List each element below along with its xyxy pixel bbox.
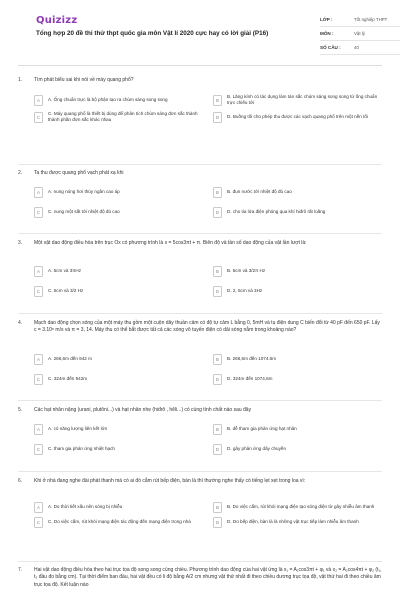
meta-row-subject	[320, 27, 400, 41]
option-d[interactable]	[213, 444, 382, 455]
options-grid	[34, 94, 382, 124]
meta-table	[320, 13, 400, 55]
option-letter: D	[213, 444, 222, 455]
option-letter: B	[213, 95, 222, 106]
question-divider	[18, 561, 382, 562]
meta-label: LỚP :	[320, 17, 333, 22]
option-text: C. Do việc cắm, rút khỏi mạng điện tác động đến mạng điện trong nhà	[48, 519, 191, 525]
question-divider	[18, 471, 382, 472]
option-letter: D	[213, 374, 222, 385]
question-number: 7.	[18, 567, 23, 573]
options-grid	[34, 354, 382, 385]
option-c[interactable]	[34, 111, 203, 124]
option-text: C. nung một sắt tới nhiệt độ đủ cao	[48, 209, 120, 215]
option-letter: C	[34, 207, 43, 218]
option-text: A. 266,6m đến 942 m	[48, 356, 92, 362]
option-c[interactable]	[34, 286, 203, 297]
option-d[interactable]	[213, 286, 382, 297]
options-grid	[34, 266, 382, 297]
question-divider	[18, 313, 382, 314]
question-text: Mạch dao động chọn sóng của một máy thu gồm một cuộn dây thuần cảm có độ tự cảm L bằng 0, 5mH và tụ điện dung C biến đổi từ 40 pF đến 650 pF. Lấy c = 3.10⁸ m/s và π = 3, 14. Máy thu có thể bắt được tất cả các sóng vô tuyến điện có dải sóng nằm trong khoảng nào?	[34, 320, 380, 334]
option-text: D. cho tia lửa điện phóng qua khí hiđrô rất loãng	[227, 209, 326, 215]
option-letter: C	[34, 517, 43, 528]
question-7	[18, 567, 382, 600]
question-6	[18, 478, 382, 562]
meta-row-class	[320, 13, 400, 27]
question-text: Khi ở nhà đang nghe đài phát thanh mà có ai đó cắm rút bếp điện, bàn là thì thường nghe thấy có tiếng lẹt xẹt trong loa vì:	[34, 478, 306, 484]
option-b[interactable]	[213, 94, 382, 107]
header-divider	[18, 65, 382, 66]
option-text: C. Máy quang phổ là thiết bị dùng để phân tích chùm sáng đơn sắc thành thành phần đơn sắc khác nhau	[48, 110, 198, 123]
option-text: A. 5cm và 3πHz	[48, 268, 82, 274]
question-number: 2.	[18, 170, 23, 176]
option-a[interactable]	[34, 354, 203, 365]
option-text: D. 2, 5cm và 3Hz	[227, 288, 263, 294]
option-text: B. Lăng kính có tác dụng làm tán sắc chùm sáng song song từ ống chuẩn trực chiếu tới	[227, 94, 378, 106]
option-letter: A	[34, 187, 43, 198]
question-text: Ta thu được quang phổ vạch phát xạ khi	[34, 170, 124, 176]
worksheet-title: Tổng hợp 20 đề thi thử thpt quốc gia môn Vật lí 2020 cực hay có lời giải (P16)	[36, 30, 269, 37]
option-letter: D	[213, 207, 222, 218]
option-text: C. 324m đến 942m	[48, 376, 88, 382]
option-letter: C	[34, 286, 43, 297]
option-c[interactable]	[34, 517, 203, 528]
meta-value: Tốt nghiệp THPT	[354, 17, 388, 22]
option-text: B. 5cm và 3/2π Hz	[227, 268, 266, 274]
question-number: 4.	[18, 320, 23, 326]
option-a[interactable]	[34, 266, 203, 277]
option-b[interactable]	[213, 187, 382, 198]
option-letter: A	[34, 502, 43, 513]
question-number: 6.	[18, 478, 23, 484]
question-text: Tìm phát biểu sai khi nói về máy quang phổ?	[34, 77, 134, 83]
option-c[interactable]	[34, 207, 203, 218]
question-text: Các hạt nhân nặng (urani, plutôni...) và hạt nhân nhẹ (hiđrô , hêli...) có cùng tính chất nào sau đây	[34, 407, 252, 413]
option-letter: B	[213, 354, 222, 365]
option-text: B. 266,6m đến 1074.6m	[227, 356, 277, 362]
meta-row-count	[320, 41, 400, 55]
option-text: A. nung nóng hơi thủy ngân cao áp	[48, 189, 120, 195]
options-grid	[34, 502, 382, 528]
question-1	[18, 77, 382, 165]
option-text: A. có năng lượng liên kết lớn	[48, 426, 108, 432]
options-grid	[34, 187, 382, 218]
option-letter: B	[213, 266, 222, 277]
option-letter: C	[34, 374, 43, 385]
option-d[interactable]	[213, 517, 382, 528]
question-divider	[18, 164, 382, 165]
option-text: D. Buồng tối cho phép thu được các vạch quang phổ trên một nền tối	[227, 114, 368, 120]
question-3	[18, 240, 382, 316]
option-letter: D	[213, 286, 222, 297]
option-letter: A	[34, 95, 43, 106]
question-number: 5.	[18, 407, 23, 413]
option-letter: D	[213, 517, 222, 528]
question-5	[18, 407, 382, 473]
option-c[interactable]	[34, 374, 203, 385]
question-number: 1.	[18, 77, 23, 83]
option-letter: B	[213, 187, 222, 198]
option-d[interactable]	[213, 374, 382, 385]
option-text: D. gây phản ứng dây chuyền	[227, 446, 287, 452]
meta-label: MÔN :	[320, 31, 334, 36]
option-letter: B	[213, 502, 222, 513]
option-b[interactable]	[213, 354, 382, 365]
option-a[interactable]	[34, 94, 203, 107]
option-d[interactable]	[213, 111, 382, 124]
question-divider	[18, 233, 382, 234]
option-a[interactable]	[34, 187, 203, 198]
option-text: B. Do việc cắm, rút khỏi mạng điện tạo sóng điện từ gây nhiễu âm thanh	[227, 504, 375, 510]
option-letter: D	[213, 112, 222, 123]
option-text: D. 324m đến 1074,6m	[227, 376, 273, 382]
meta-label: SỐ CÂU :	[320, 45, 341, 50]
option-letter: B	[213, 424, 222, 435]
option-text: C. tham gia phản ứng nhiệt hạch	[48, 446, 115, 452]
option-text: B. dễ tham gia phản ứng hạt nhân	[227, 426, 297, 432]
option-text: A. Do thời tiết xấu nên sóng bị nhiễu	[48, 504, 123, 510]
option-b[interactable]	[213, 266, 382, 277]
option-a[interactable]	[34, 502, 203, 513]
question-number: 3.	[18, 240, 23, 246]
option-letter: C	[34, 112, 43, 123]
option-letter: A	[34, 266, 43, 277]
option-letter: A	[34, 424, 43, 435]
question-2	[18, 170, 382, 236]
option-d[interactable]	[213, 207, 382, 218]
options-grid	[34, 424, 382, 455]
worksheet-header	[18, 0, 388, 62]
option-a[interactable]	[34, 424, 203, 435]
option-letter: A	[34, 354, 43, 365]
option-b[interactable]	[213, 424, 382, 435]
option-letter: C	[34, 444, 43, 455]
option-c[interactable]	[34, 444, 203, 455]
meta-value: 40	[354, 45, 359, 50]
option-text: D. Do bếp điện, bàn là là những vật trục tiếp làm nhiễu âm thanh	[227, 519, 359, 525]
option-text: A. Ống chuẩn trực là bộ phận tạo ra chùm sáng song song	[48, 97, 168, 103]
meta-value: Vật lý	[354, 31, 365, 36]
question-text: Một vật dao động điều hòa trên trục Ox có phương trình là x = 5cos3πt + π. Biên độ và tần số dao động của vật lần lượt là:	[34, 240, 307, 246]
option-b[interactable]	[213, 502, 382, 513]
option-text: C. 5cm và 3/2 Hz	[48, 288, 84, 294]
option-text: B. đun nước tới nhiệt độ đủ cao	[227, 189, 292, 195]
quizizz-logo: Quizizz	[36, 15, 78, 26]
question-text: Hai vật dao động điều hòa theo hai trục tọa độ song song cùng chiều. Phương trình dao động của hai vật ứng là x₁ = A₁cos3πt + φ₁ và x₂ = A₂cos4πt + φ₂ (t₁, t₂ đầu đo bằng cm). Tại thời điểm ban đầu, hai vật đều có li độ bằng A/2 cm nhưng vật thứ nhất đi theo chiều dương trục tọa độ, vật thứ hai đi theo chiều âm trục tọa độ. Kết luận nào	[34, 567, 382, 588]
question-divider	[18, 400, 382, 401]
question-4	[18, 320, 382, 402]
